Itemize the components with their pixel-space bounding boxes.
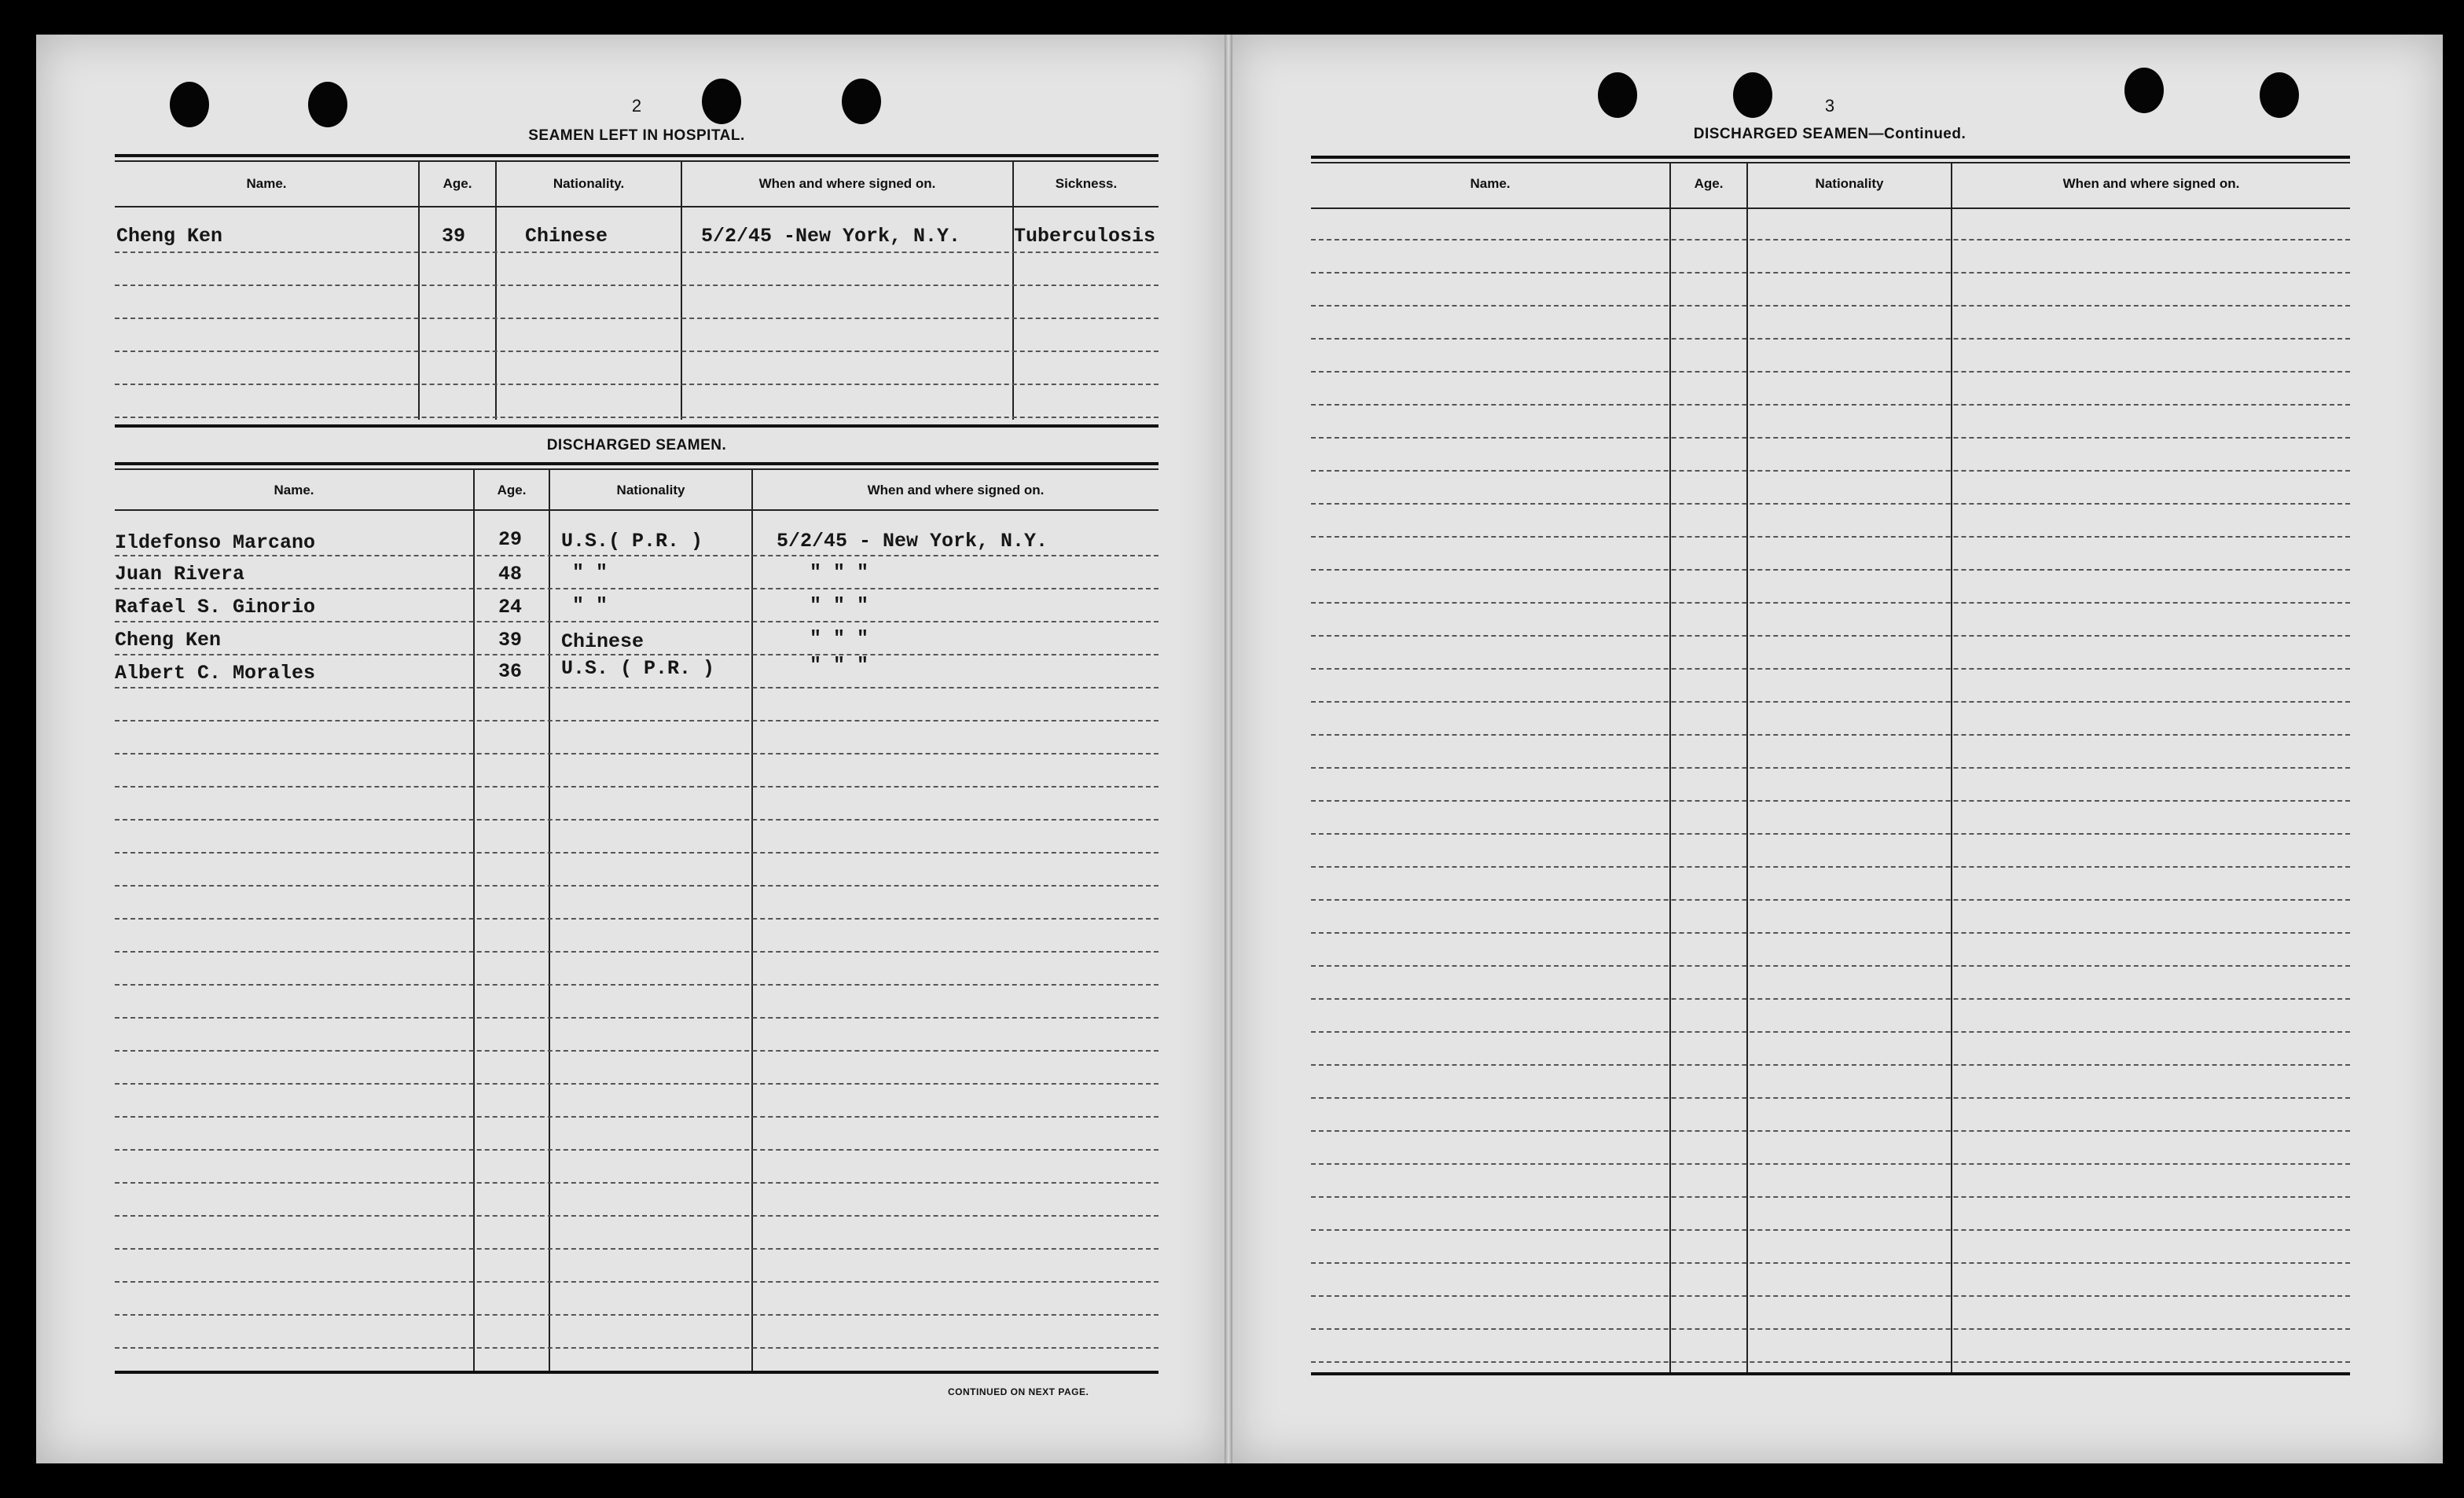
row-line [115,1215,1159,1217]
row-line [1311,1196,2350,1198]
row-line [115,720,1159,721]
row-line [115,555,1159,556]
seaman-signed-on: " " " [810,627,869,650]
row-line [1311,899,2350,901]
row-line [115,918,1159,920]
row-line [1311,1328,2350,1330]
col-header-signed-on: When and where signed on. [2062,176,2240,191]
punch-hole [1733,72,1772,118]
col-header-nationality: Nationality [616,483,685,497]
row-line [115,1149,1159,1151]
col-header-signed-on: When and where signed on. [867,483,1045,497]
row-line [115,786,1159,788]
row-line [115,1116,1159,1118]
hospital-sickness: Tuberculosis [1014,225,1156,248]
row-line [115,351,1159,352]
punch-hole [2124,68,2164,113]
column-divider [495,162,497,420]
row-line [1311,1031,2350,1033]
col-header-signed-on: When and where signed on. [758,176,936,191]
row-line [115,951,1159,953]
row-line [1311,965,2350,967]
row-line [1311,272,2350,274]
column-divider [681,162,682,420]
row-line [115,885,1159,887]
row-line [1311,998,2350,1000]
row-line [1311,734,2350,736]
row-line [1311,1064,2350,1066]
seaman-signed-on: " " " [810,561,869,584]
row-line [1311,800,2350,802]
punch-hole [1598,72,1637,118]
hospital-age: 39 [442,225,466,248]
column-divider [418,162,420,420]
row-line [115,753,1159,755]
row-line [1311,569,2350,571]
discharged-continued-title: DISCHARGED SEAMEN—Continued. [1693,126,1966,142]
seaman-nationality: " " [572,561,608,584]
row-line [115,654,1159,655]
row-line [1311,305,2350,307]
seaman-age: 39 [498,629,523,652]
table-rule [115,462,1159,465]
hospital-nationality: Chinese [525,225,608,248]
table-bottom-rule [115,1371,1159,1374]
row-line [115,417,1159,418]
table-rule [115,154,1159,157]
row-line [115,318,1159,319]
row-line [1311,1097,2350,1099]
row-line [1311,503,2350,505]
seaman-nationality: Chinese [561,630,644,653]
row-line [1311,404,2350,406]
page-number: 3 [1824,96,1835,116]
row-line [1311,767,2350,769]
seaman-signed-on: 5/2/45 - New York, N.Y. [777,530,1048,553]
row-line [115,588,1159,589]
col-header-name: Name. [274,483,314,497]
row-line [1311,338,2350,340]
row-line [1311,1130,2350,1132]
seaman-age: 36 [498,660,523,683]
header-underline [115,509,1159,511]
table-rule [115,160,1159,162]
header-underline [1311,207,2350,209]
punch-hole [170,82,209,127]
row-line [1311,1262,2350,1264]
seaman-signed-on: " " " [810,594,869,617]
section-rule [115,424,1159,428]
col-header-name: Name. [1470,176,1511,191]
row-line [115,687,1159,688]
page-fold [1225,35,1232,1463]
row-line [115,1050,1159,1052]
row-line [115,819,1159,821]
row-line [1311,635,2350,637]
row-line [115,1248,1159,1250]
row-line [1311,470,2350,472]
seaman-age: 24 [498,596,523,619]
discharged-section-title: DISCHARGED SEAMEN. [546,437,727,453]
row-line [1311,1361,2350,1363]
col-header-age: Age. [1694,176,1724,191]
row-line [1311,437,2350,439]
column-divider [751,470,753,1371]
column-divider [549,470,550,1371]
row-line [115,1314,1159,1316]
row-line [115,1347,1159,1349]
seaman-signed-on: " " " [810,654,869,677]
seaman-nationality: U.S. ( P.R. ) [561,657,715,680]
row-line [115,252,1159,253]
seaman-name: Ildefonso Marcano [115,531,316,554]
row-line [1311,536,2350,538]
row-line [1311,602,2350,604]
row-line [115,852,1159,854]
col-header-nationality: Nationality [1815,176,1884,191]
row-line [115,384,1159,385]
col-header-age: Age. [497,483,527,497]
row-line [115,1017,1159,1019]
seaman-age: 48 [498,563,523,586]
row-line [1311,1229,2350,1231]
table-rule [115,468,1159,470]
punch-hole [308,82,347,127]
continued-footer: CONTINUED ON NEXT PAGE. [948,1386,1089,1397]
column-divider [473,470,475,1371]
col-header-name: Name. [246,176,287,191]
col-header-age: Age. [442,176,472,191]
page-number: 2 [631,96,642,116]
row-line [1311,371,2350,373]
row-line [1311,833,2350,835]
row-line [1311,701,2350,703]
punch-hole [842,79,881,124]
row-line [1311,1163,2350,1165]
row-line [1311,668,2350,670]
row-line [115,621,1159,622]
seaman-age: 29 [498,528,523,551]
row-line [1311,932,2350,934]
right-page [1231,35,2443,1463]
row-line [1311,1295,2350,1297]
row-line [115,984,1159,986]
row-line [115,1281,1159,1283]
table-rule [1311,156,2350,159]
col-header-sickness: Sickness. [1055,176,1118,191]
seaman-nationality: " " [572,594,608,617]
seaman-name: Cheng Ken [115,629,222,652]
hospital-section-title: SEAMEN LEFT IN HOSPITAL. [528,127,745,144]
seaman-name: Juan Rivera [115,563,245,586]
seaman-name: Albert C. Morales [115,662,316,685]
table-bottom-rule [1311,1372,2350,1375]
row-line [115,1182,1159,1184]
header-underline [115,206,1159,207]
row-line [1311,239,2350,240]
hospital-name: Cheng Ken [116,225,223,248]
punch-hole [702,79,741,124]
hospital-signed-on: 5/2/45 -New York, N.Y. [701,225,961,248]
row-line [115,1083,1159,1085]
col-header-nationality: Nationality. [553,176,625,191]
row-line [1311,866,2350,868]
row-line [115,285,1159,286]
column-divider [1012,162,1014,420]
seaman-name: Rafael S. Ginorio [115,596,316,619]
seaman-nationality: U.S.( P.R. ) [561,530,703,553]
punch-hole [2260,72,2299,118]
table-rule [1311,162,2350,163]
